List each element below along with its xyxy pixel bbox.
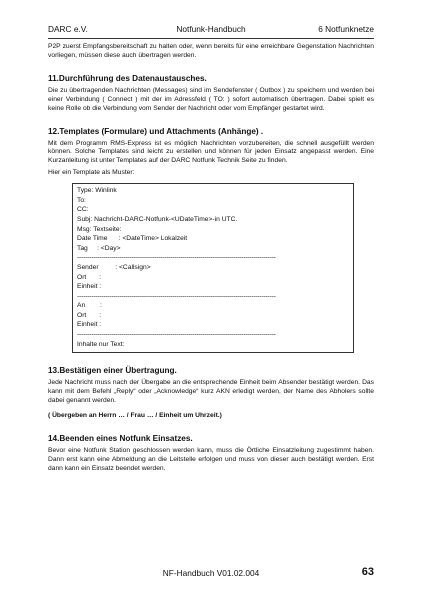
template-line: Ort : bbox=[77, 273, 102, 281]
template-line: Subj: Nachricht-DARC-Notfunk-<UDateTime>-in UTC. bbox=[77, 215, 238, 223]
section-paragraph: Bevor eine Notfunk Station geschlossen werden kann, muss die Örtliche Einsatzleitung zugestimmt haben. Dann erst kann eine Abmeldung an die Leitstelle erfolgen und muss von dieser auch bestätigt werden. Erst dann kann ein Einsatz beendet werden. bbox=[48, 446, 374, 472]
page-footer bbox=[48, 567, 374, 581]
header-organization: DARC e.V. bbox=[48, 24, 88, 34]
header-document-title: Notfunk-Handbuch bbox=[176, 24, 246, 34]
template-line: CC: bbox=[77, 206, 89, 214]
footer-version: NF-Handbuch V01.02.004 bbox=[162, 568, 260, 578]
intro-paragraph: P2P zuerst Empfangsbereitschaft zu halten oder, wenn bereits für eine erreichbare Gegenstation Nachrichten vorliegen, müssen diese auch übertragen werden. bbox=[48, 43, 374, 59]
template-divider: -------------------------------------------------------------------------------------------------- bbox=[77, 331, 276, 339]
template-line: Ort : bbox=[77, 311, 102, 319]
section-heading: 12.Templates (Formulare) und Attachments (Anhänge) . bbox=[48, 126, 264, 136]
section-paragraph: Mit dem Programm RMS-Express ist es möglich Nachrichten vorzubereiten, die schnell ausgefüllt werden können. Solche Templates sind leicht zu erstellen und können für jeden Einsatz angepasst werden. Eine Kurzanleitung ist unter Templates auf der DARC Notfunk Technik Seite zu finden. bbox=[48, 139, 374, 165]
template-line: Type: Winlink bbox=[77, 187, 117, 195]
page-number: 63 bbox=[361, 566, 374, 578]
template-line: Date Time : <DateTime> Lokalzeit bbox=[77, 235, 188, 243]
template-line: Inhalte nur Text: bbox=[77, 340, 125, 348]
template-line: Tag : <Day> bbox=[77, 244, 121, 252]
section-heading: 14.Beenden eines Notfunk Einsatzes. bbox=[48, 433, 193, 443]
template-line: Einheit : bbox=[77, 321, 102, 329]
section-heading: 13.Bestätigen einer Übertragung. bbox=[48, 366, 177, 376]
template-divider: -------------------------------------------------------------------------------------------------- bbox=[77, 292, 276, 300]
header-divider bbox=[48, 38, 374, 39]
section-heading: 11.Durchführung des Datenaustausches. bbox=[48, 73, 207, 83]
section-paragraph: Jede Nachricht muss nach der Übergabe an die entsprechende Einheit beim Absender bestätigt werden. Das kann mit dem Befehl „Reply“ oder „Acknowledge“ kurz AKN erledigt werden, der Name des Abholers sollte dabei genannt werden. bbox=[48, 379, 374, 405]
section-paragraph: Hier ein Template als Muster: bbox=[48, 169, 135, 177]
template-line: To: bbox=[77, 196, 86, 204]
section-paragraph: Die zu übertragenden Nachrichten (Messages) sind im Sendefenster ( Outbox ) zu speichern und werden bei einer Verbindung ( Connect ) mit der im Adressfeld ( TO: ) sofort automatisch übertragen. Dabei spielt es keine Rolle ob die Verbindung vom Sender der Nachricht oder vom Empfänger gestartet wird. bbox=[48, 86, 374, 112]
template-line: Sender : <Callsign> bbox=[77, 263, 151, 271]
template-divider: -------------------------------------------------------------------------------------------------- bbox=[77, 254, 276, 262]
template-line: Einheit : bbox=[77, 283, 102, 291]
page-header bbox=[48, 24, 374, 36]
section-paragraph: ( Übergeben an Herrn … / Frau … / Einheit um Uhrzeit.) bbox=[48, 411, 222, 419]
template-box bbox=[72, 183, 354, 353]
template-line: Msg: Textseite: bbox=[77, 225, 122, 233]
template-line: An : bbox=[77, 302, 102, 310]
page-body bbox=[48, 43, 374, 474]
header-chapter: 6 Notfunknetze bbox=[318, 24, 374, 34]
